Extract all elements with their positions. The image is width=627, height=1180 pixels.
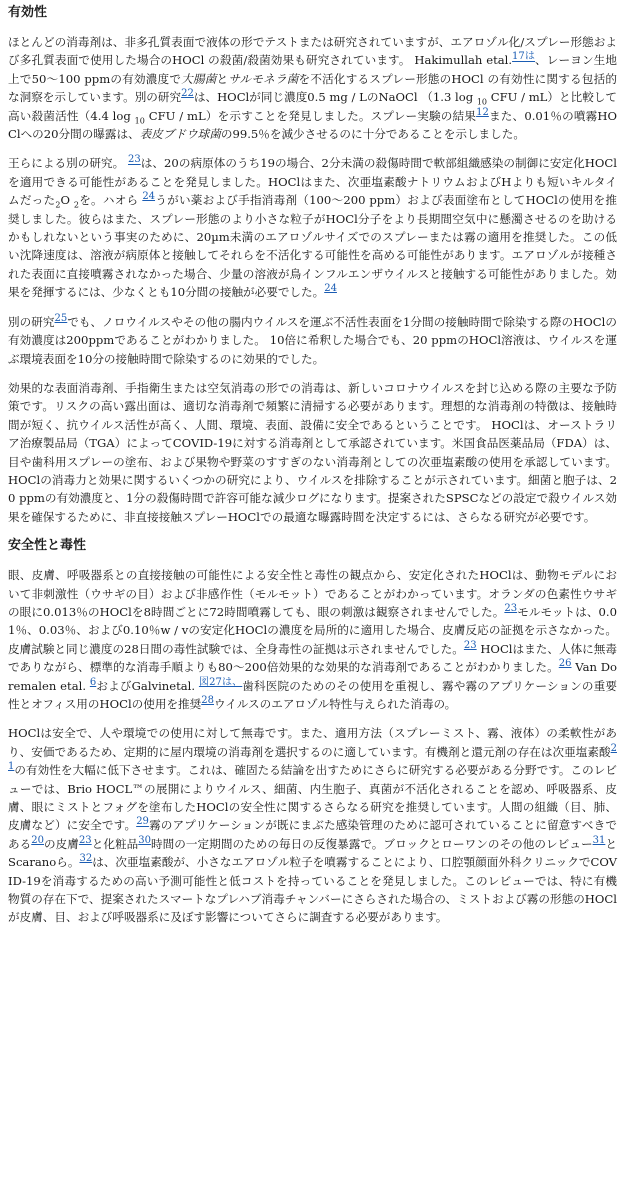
text-run: は、HOClが同じ濃度0.5 mg / LのNaOCl （1.3 log <box>193 90 477 105</box>
text-run: 時間の一定期間のための毎日の反復暴露で。ブロックとローワンのその他のレビュー <box>150 836 593 851</box>
reference-link[interactable]: 23 <box>504 603 518 615</box>
paragraph <box>8 154 617 301</box>
text-run: は、20の病原体のうち19の場合、2分未満の殺傷時間で軟部組織感染の制御に安定化HOClを適用できる可能性があることを発見しました。HOClはまた、次亜塩素酸ナトリウムおよびHよりも短いキルタイムだった <box>8 156 617 208</box>
text-run: O <box>60 193 74 208</box>
reference-link[interactable]: 23 <box>78 834 92 846</box>
reference-link[interactable]: 12 <box>476 106 489 118</box>
text-run: 効果的な表面消毒剤、手指衛生または空気消毒の形での消毒は、新しいコロナウイルスを封じ込める際の主要な予防策です。リスクの高い露出面は、適切な消毒剤で頻繁に清掃する必要があります。理想的な消毒剤の特徴は、接触時間が短く、抗ウイルス活性が高く、人間、環境、表面、設備に安全であるということです。 HOClは、オーストラリア治療製品局（TGA）によってCOVID-19に対する消毒剤として承認されています。米国食品医薬品局（FDA）は、目や歯科用スプレーの塗布、および果物や野菜のすすぎのない消毒剤としての次亜塩素酸の使用を承認しています。 HOClの消毒力と効果に関するいくつかの研究により、ウイルスを排除することが示されています。細菌と胞子は、20 ppmの有効濃度と、1分の殺傷時間で許容可能な減少ログになります。提案されたSPSCなどの設定で殺ウイルス効果を確保するために、非直接接触スプレーHOClでの最適な曝露時間を決定するには、さらなる研究が必要です。 <box>8 380 617 524</box>
text-run: CFU / mL）と比較して高い殺菌活性（4.4 log <box>8 90 618 123</box>
section-body-efficacy <box>8 33 617 526</box>
subscript: 10 <box>476 97 488 107</box>
reference-link[interactable]: 23 <box>463 639 477 651</box>
text-run: と <box>216 71 229 86</box>
text-run: 別の研究 <box>8 314 55 329</box>
text-run: ウイルスのエアロゾル特性与えられた消毒の。 <box>213 697 457 711</box>
reference-link[interactable]: 図27は、 <box>198 676 243 688</box>
text-run: の99.5％を減少させるのに十分であることを示しました。 <box>220 127 525 142</box>
paragraph <box>8 566 617 713</box>
text-run: 、レーヨン生地上で50～100 ppmの有効濃度で <box>8 53 617 86</box>
italic-term: 表皮ブドウ球菌 <box>139 127 221 142</box>
section-heading-safety: 安全性と毒性 <box>8 538 87 554</box>
text-run: を不活化するスプレー形態のHOCl の有効性に関する包括的な洞察を示しています。別の研究 <box>8 71 617 105</box>
section-body-safety <box>8 566 617 927</box>
subscript: 10 <box>134 115 145 125</box>
text-run: ほとんどの消毒剤は、非多孔質表面で液体の形でテストまたは研究されていますが、エアロゾル化/スプレー形態および多孔質表面で使用した場合のHOCl の殺菌/殺菌効果も研究されています。 Hakimullah etal. <box>8 35 617 68</box>
paragraph <box>8 33 617 143</box>
section-heading-efficacy: 有効性 <box>8 5 48 20</box>
reference-link[interactable]: 26 <box>558 658 572 670</box>
text-run: とScaranoら。 <box>8 836 617 870</box>
text-run: HOClは安全で、人や環境での使用に対して無毒です。また、適用方法（スプレーミスト、霧、液体）の柔軟性があり、安価であるため、定期的に屋内環境の消毒剤を選択するのに適しています。有機剤と還元剤の存在は次亜塩素酸 <box>8 726 617 759</box>
reference-link[interactable]: 30 <box>138 834 151 846</box>
text-run: を。ハオら <box>78 193 143 208</box>
text-run: CFU / mL）を示すことを発見しました。スプレー実験の結果 <box>144 108 477 123</box>
reference-link[interactable]: 24 <box>324 283 337 295</box>
reference-link[interactable]: 24 <box>142 191 156 203</box>
text-run: でも、ノロウイルスやその他の腸内ウイルスを運ぶ不活性表面を1分間の接触時間で除染する際のHOClの有効濃度は200ppmであることがわかりました。 10倍に希釈した場合でも、20 ppmのHOCl溶液は、ウイルスを運ぶ環境表面を10分の接触時間で除染するのに効果的でした。 <box>8 314 617 366</box>
text-run: モルモットは、0.01％、0.03％、および0.10％w / vの安定化HOClの濃度を局所的に適用した場合、皮膚反応の証拠を示さなかった。皮膚試験と同じ濃度の28日間の毒性試験では、全身毒性の証拠は示されませんでした。 <box>8 604 617 656</box>
reference-link[interactable]: 28 <box>201 695 214 707</box>
text-run: の皮膚 <box>44 836 79 851</box>
subscript: 2 <box>73 200 79 210</box>
text-run: HOClはまた、人体に無毒でありながら、標準的な消毒手順よりも80～200倍効果的な効果的な消毒剤であることがわかりました。 <box>8 641 617 675</box>
text-run: 眼、皮膚、呼吸器系との直接接触の可能性による安全性と毒性の観点から、安定化されたHOClは、動物モデルにおいて非刺激性（ウサギの目）および非感作性（モルモット）であることがわかっています。オランダの色素性ウサギの眼に0.013％のHOClを8時間ごとに72時間噴霧しても、眼の刺激は観察されませんでした。 <box>8 568 617 619</box>
italic-term: サルモネラ菌 <box>228 71 299 86</box>
reference-link[interactable]: 20 <box>31 834 44 846</box>
text-run: うがい薬および手指消毒剤（100～200 ppm）および表面塗布としてHOClの使用を推奨しました。彼らはまた、スプレー形態のより小さな粒子がHOCl分子をより長期間空気中に懸濁させるのを助けるかもしれないという事実のために、20µm未満のエアロゾルサイズでのスプレーまたは霧の適用を推奨した。この低い沈降速度は、溶液が病原体と接触してそれらを不活化する可能性を高める可能性があります。エアロゾルが接種された表面に直接噴霧されなかった場合、少量の溶液が鳥インフルエンザウイルスと接触する可能性がありました。効果を発揮するには、少なくとも10分間の接触が必要でした。 <box>8 193 617 300</box>
reference-link[interactable]: 29 <box>136 816 149 828</box>
text-run: Van Doremalen etal. <box>8 660 617 693</box>
reference-link[interactable]: 17は <box>512 51 536 63</box>
text-run: 王らによる別の研究。 <box>8 156 129 171</box>
text-run: 霧のアプリケーションが既にまぶた感染管理のために認可されていることに留意すべきである <box>8 818 617 851</box>
reference-link[interactable]: 23 <box>128 154 141 166</box>
paragraph <box>8 379 617 526</box>
text-run: と化粧品 <box>91 836 139 851</box>
text-run: 歯科医院のためのその使用を重視し、霧や霧のアプリケーションの重要性とオフィス用のHOClの使用を推奨 <box>8 678 617 711</box>
text-run: およびGalvinetal. <box>96 678 199 693</box>
reference-link[interactable]: 32 <box>79 853 93 865</box>
italic-term: 大腸菌 <box>181 71 217 86</box>
reference-link[interactable]: 22 <box>181 88 194 100</box>
reference-link[interactable]: 25 <box>54 312 68 324</box>
reference-link[interactable]: 21 <box>8 742 617 773</box>
text-run: の有効性を大幅に低下させます。これは、確固たる結論を出すためにさらに研究する必要がある分野です。このレビューでは、Brio HOCL™の展開によりウイルス、細菌、内生胞子、真菌が不活化されることを認め、呼吸器系、皮膚、眼にミストとフォグを塗布したHOClの安全性に関するさらなる研究を推奨しています。人間の組織（目、肺、皮膚など）に安全です。 <box>8 763 617 833</box>
text-run: また、0.01％の噴霧HOClへの20分間の曝露は、 <box>8 108 618 142</box>
paragraph <box>8 313 617 368</box>
paragraph <box>8 724 617 926</box>
subscript: 2 <box>55 200 61 210</box>
text-run: は、次亜塩素酸が、小さなエアロゾル粒子を噴霧することにより、口腔顎顔面外科クリニックでCOVID-19を消毒するための高い予測可能性と低コストを持っていることを発見しました。このレビューでは、特に有機物質の存在下で、提案されたスマートなプレハブ消毒チャンバーにさらされた場合の、ミストおよび霧の形態のHOClが皮膚、目、および呼吸器系に及ぼす影響についてさらに調査する必要があります。 <box>8 855 617 925</box>
reference-link[interactable]: 6 <box>89 676 97 688</box>
reference-link[interactable]: 31 <box>592 834 606 846</box>
